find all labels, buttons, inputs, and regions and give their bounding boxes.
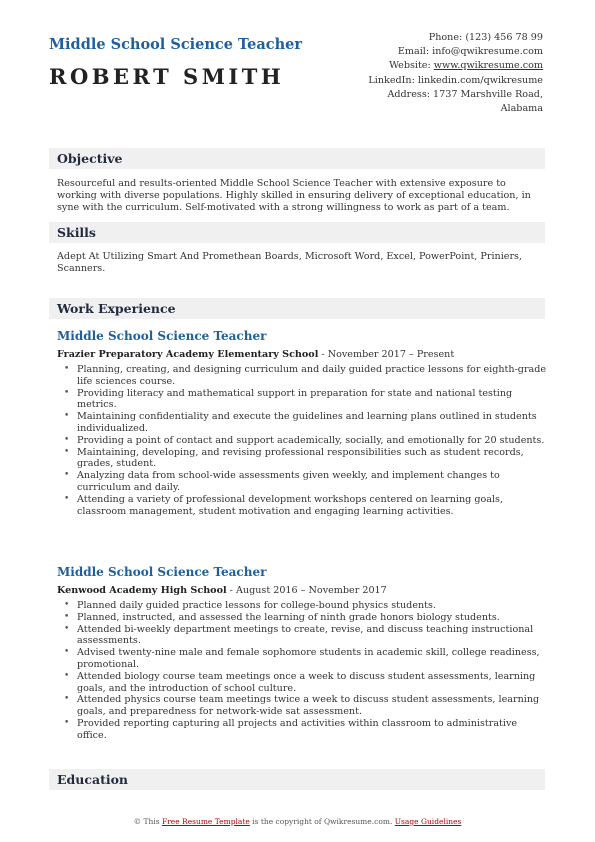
footer-prefix: © This — [133, 817, 162, 826]
list-item: • Advised twenty-nine male and female sophomore students in academic skill, college readiness, promotional. — [57, 647, 547, 671]
contact-address-line2: Alabama — [500, 103, 543, 115]
list-item: • Attended biology course team meetings once a week to discuss student assessments, learning goals, and the introduction of school culture. — [57, 671, 547, 695]
website-link[interactable]: www.qwikresume.com — [433, 60, 543, 72]
header-job-title: Middle School Science Teacher — [49, 36, 303, 53]
contact-website — [303, 59, 543, 73]
list-item: • Analyzing data from school-wide assessments given weekly, and implement changes to curriculum and daily. — [57, 470, 547, 494]
skills-heading: Skills — [57, 225, 96, 240]
education-heading: Education — [57, 772, 129, 787]
objective-text: Resourceful and results-oriented Middle School Science Teacher with extensive exposure to working with diverse populations. Highly skilled in ensuring delivery of exceptional education, in syne with the curriculum. Self-motivated with a strong willingness to work as part of a team. — [57, 178, 531, 213]
list-item: • Planned, instructed, and assessed the learning of ninth grade honors biology students. — [57, 612, 547, 624]
copyright-footer — [0, 817, 595, 826]
job-dates: - November 2017 – Present — [318, 349, 455, 360]
usage-guidelines-link[interactable]: Usage Guidelines — [394, 817, 462, 826]
objective-section-header — [49, 148, 545, 169]
list-item: • Planned daily guided practice lessons for college-bound physics students. — [57, 600, 547, 612]
job-employer: Kenwood Academy High School — [57, 585, 227, 596]
contact-email: Email: info@qwikresume.com — [397, 46, 543, 58]
job-bullets — [57, 364, 547, 517]
job-employer-line — [57, 349, 454, 360]
contact-address-line1: Address: 1737 Marshville Road, — [387, 88, 543, 100]
list-item: • Planning, creating, and designing curriculum and daily guided practice lessons for eighth-grade life sciences course. — [57, 364, 547, 388]
job-employer-line — [57, 585, 387, 596]
job-role: Middle School Science Teacher — [57, 565, 267, 579]
skills-text: Adept At Utilizing Smart And Promethean Boards, Microsoft Word, Excel, PowerPoint, Priniers, Scanners. — [57, 251, 523, 274]
list-item: • Providing literacy and mathematical support in preparation for state and national testing metrics. — [57, 388, 547, 412]
objective-heading: Objective — [57, 151, 123, 166]
contact-phone: Phone: (123) 456 78 99 — [428, 32, 543, 43]
footer-middle: is the copyright of Qwikresume.com. — [249, 817, 395, 826]
list-item: • Attended physics course team meetings twice a week to discuss student assessments, learning goals, and preparedness for network-wide sat assessment. — [57, 694, 547, 718]
work-heading: Work Experience — [57, 301, 176, 316]
candidate-name: ROBERT SMITH — [49, 64, 285, 89]
skills-section-header — [49, 222, 545, 243]
list-item: • Maintaining confidentiality and execute the guidelines and learning plans outlined in students individualized. — [57, 411, 547, 435]
free-resume-template-link[interactable]: Free Resume Template — [162, 817, 250, 826]
list-item: • Maintaining, developing, and revising professional responsibilities such as student records, grades, student. — [57, 447, 547, 471]
list-item: • Attended bi-weekly department meetings to create, revise, and discuss teaching instructional assessments. — [57, 624, 547, 648]
contact-block — [303, 31, 543, 116]
education-section-header — [49, 769, 545, 790]
contact-linkedin: LinkedIn: linkedin.com/qwikresume — [368, 74, 543, 86]
job-employer: Frazier Preparatory Academy Elementary School — [57, 349, 319, 360]
job-role: Middle School Science Teacher — [57, 329, 267, 343]
job-dates: - August 2016 – November 2017 — [226, 585, 387, 596]
job-bullets — [57, 600, 547, 742]
work-section-header — [49, 298, 545, 319]
list-item: • Provided reporting capturing all projects and activities within classroom to administrative office. — [57, 718, 547, 742]
list-item: • Attending a variety of professional development workshops centered on learning goals, classroom management, student motivation and engaging learning activities. — [57, 494, 547, 518]
contact-website-label: Website: — [389, 60, 434, 72]
list-item: • Providing a point of contact and support academically, socially, and emotionally for 20 students. — [57, 435, 547, 447]
